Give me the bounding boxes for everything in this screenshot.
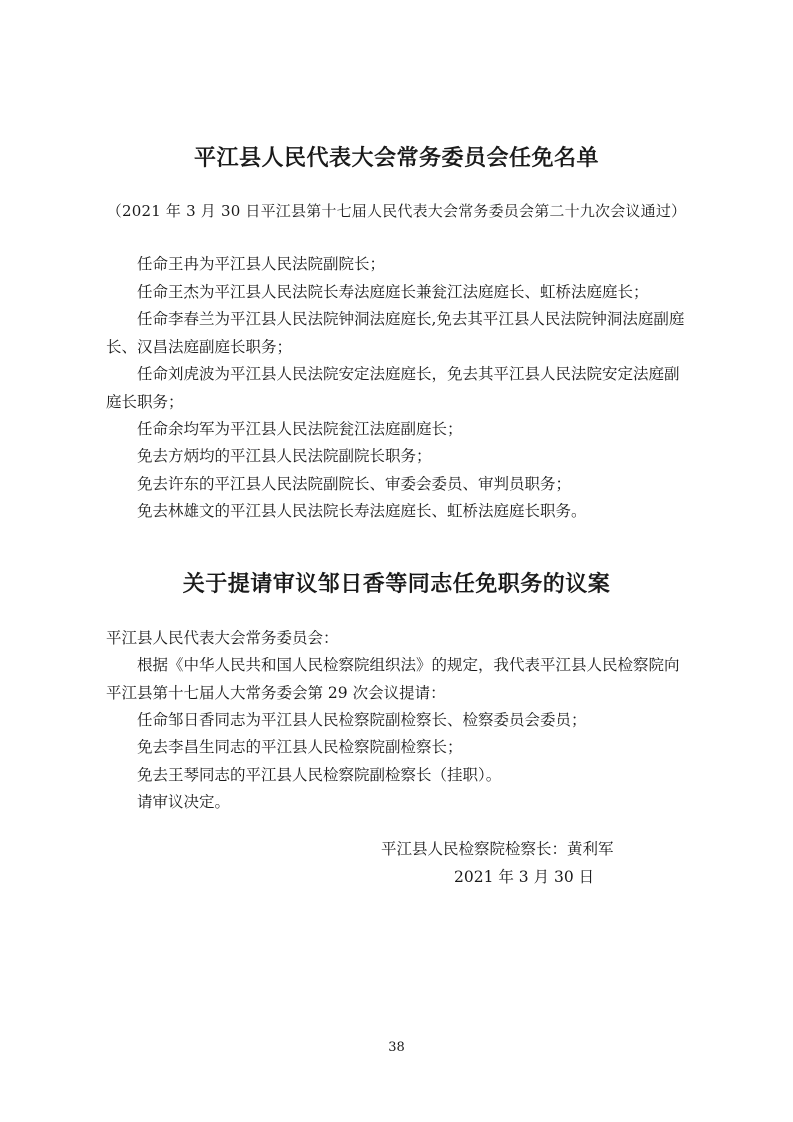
motion-item: 免去李昌生同志的平江县人民检察院副检察长； xyxy=(137,738,463,756)
meeting-subtitle: （2021 年 3 月 30 日平江县第十七届人民代表大会常务委员会第二十九次会议通过） xyxy=(106,202,687,220)
motion-closing: 请审议决定。 xyxy=(137,793,231,811)
appointment-item: 任命余均军为平江县人民法院瓮江法庭副庭长； xyxy=(137,420,463,438)
appointment-item: 免去方炳均的平江县人民法院副院长职务； xyxy=(137,447,432,465)
motion-item: 任命邹日香同志为平江县人民检察院副检察长、检察委员会委员； xyxy=(137,711,587,729)
appointment-item: 任命刘虎波为平江县人民法院安定法庭庭长，免去其平江县人民法院安定法庭副庭长职务； xyxy=(106,365,680,411)
appointment-item: 任命李春兰为平江县人民法院钟洞法庭庭长,免去其平江县人民法院钟洞法庭副庭长、汉昌法庭副庭长职务； xyxy=(106,310,685,356)
signature-line: 平江县人民检察院检察长：黄利军 xyxy=(381,840,614,858)
motion-salutation: 平江县人民代表大会常务委员会： xyxy=(106,629,339,647)
motion-item: 免去王琴同志的平江县人民检察院副检察长（挂职）。 xyxy=(137,766,502,784)
motion-body: 根据《中华人民共和国人民检察院组织法》的规定，我代表平江县人民检察院向平江县第十七届人大常务委会第 29 次会议提请： xyxy=(106,656,680,702)
appointment-item: 任命王冉为平江县人民法院副院长； xyxy=(137,255,386,273)
appointment-item: 免去许东的平江县人民法院副院长、审委会委员、审判员职务； xyxy=(137,475,572,493)
page-number: 38 xyxy=(388,1040,405,1055)
signature-date: 2021 年 3 月 30 日 xyxy=(454,868,595,886)
appointment-item: 任命王杰为平江县人民法院长寿法庭庭长兼瓮江法庭庭长、虹桥法庭庭长； xyxy=(137,283,649,301)
appointment-item: 免去林雄文的平江县人民法院长寿法庭庭长、虹桥法庭庭长职务。 xyxy=(137,502,587,520)
appointment-list-title: 平江县人民代表大会常务委员会任免名单 xyxy=(193,146,599,171)
motion-title: 关于提请审议邹日香等同志任免职务的议案 xyxy=(182,572,611,597)
